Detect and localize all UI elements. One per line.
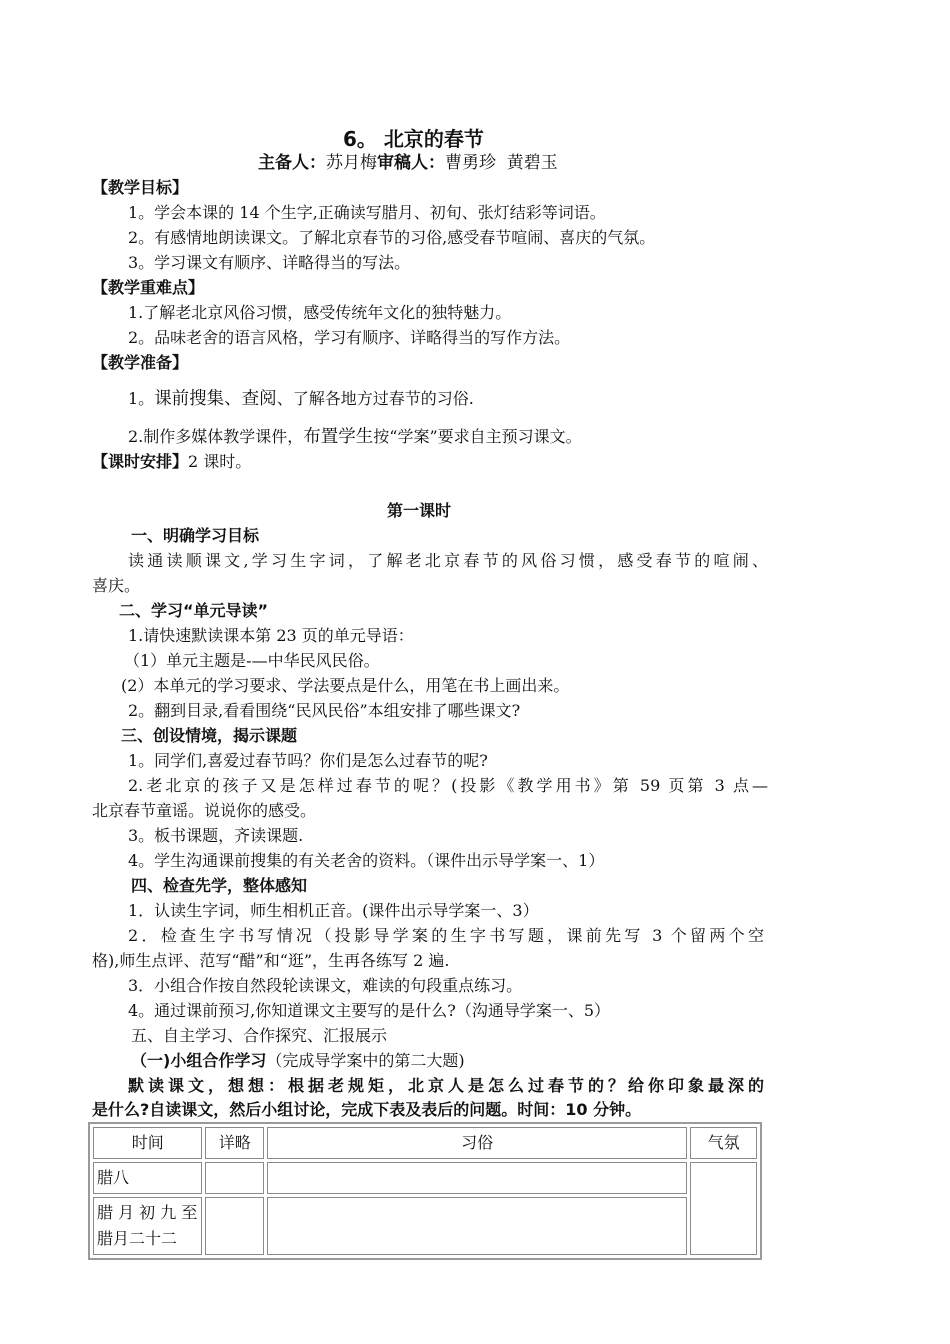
section-heading: 一、明确学习目标 — [131, 526, 260, 545]
preparation-item-emphasis: 布置学生 — [303, 427, 374, 447]
preparation-item — [128, 427, 582, 447]
customs-table — [88, 1122, 762, 1260]
table-header-row — [93, 1127, 757, 1159]
column-header-time: 时间 — [93, 1127, 202, 1159]
preparation-item-text: 2.制作多媒体教学课件， — [128, 427, 304, 446]
list-item: 2.老北京的孩子又是怎样过春节的呢？(投影《教学用书》第 59 页第 3 点— — [128, 776, 768, 795]
preparation-item-emphasis: 课前搜集、查阅 — [154, 389, 277, 409]
task-line: 是什么?自读课文，然后小组讨论，完成下表及表后的问题。时间：10 分钟。 — [92, 1100, 642, 1119]
list-item: 2．检查生字书写情况（投影导学案的生字书写题，课前先写 3 个留两个空 — [128, 926, 764, 945]
reviewer-names: 曹勇珍 黄碧玉 — [445, 153, 558, 173]
table-cell-time: 腊八 — [93, 1162, 202, 1194]
goals-heading: 【教学目标】 — [92, 178, 189, 197]
table-cell-customs — [267, 1162, 687, 1194]
preparer-label: 主备人： — [258, 153, 326, 173]
table-cell-detail — [205, 1162, 264, 1194]
table-cell-text: 腊月二十二 — [97, 1229, 178, 1248]
list-item: 1.请快速默读课本第 23 页的单元导语： — [128, 626, 414, 645]
preparation-item — [128, 389, 474, 409]
schedule-value: 2 课时。 — [188, 452, 252, 471]
column-header-detail: 详略 — [205, 1127, 264, 1159]
preparation-item-number: 1。 — [128, 389, 155, 408]
section-heading: 五、自主学习、合作探究、汇报展示 — [131, 1026, 388, 1045]
goal-item: 3。学习课文有顺序、详略得当的写法。 — [128, 253, 411, 272]
schedule-line — [92, 452, 251, 472]
authors-line — [258, 153, 558, 173]
lesson-heading: 第一课时 — [387, 501, 452, 520]
column-header-customs: 习俗 — [267, 1127, 687, 1159]
paragraph-line: 读通读顺课文,学习生字词，了解老北京春节的风俗习惯，感受春节的喧闹、 — [128, 551, 768, 570]
list-item: 4。学生沟通课前搜集的有关老舍的资料。（课件出示导学案一、1） — [128, 851, 605, 870]
preparation-item-text: 、了解各地方过春节的习俗. — [276, 389, 474, 408]
table-row — [93, 1197, 757, 1255]
table-cell-detail — [205, 1197, 264, 1255]
subsection-heading — [131, 1051, 465, 1071]
list-item: 3．小组合作按自然段轮读课文，难读的句段重点练习。 — [128, 976, 523, 995]
table-cell-text: 腊 月 初 九 至 — [97, 1203, 198, 1222]
table-cell-atmosphere — [690, 1162, 757, 1255]
list-item: 1．认读生字词，师生相机正音。(课件出示导学案一、3） — [128, 901, 539, 920]
subsection-title: （一)小组合作学习 — [131, 1051, 267, 1070]
list-item: (2）本单元的学习要求、学法要点是什么，用笔在书上画出来。 — [121, 676, 570, 695]
list-item: 4。通过课前预习,你知道课文主要写的是什么?（沟通导学案一、5） — [128, 1001, 611, 1020]
table-cell-time — [93, 1197, 202, 1255]
key-point-item: 1.了解老北京风俗习惯，感受传统年文化的独特魅力。 — [128, 303, 512, 322]
list-item: 1。同学们,喜爱过春节吗？你们是怎么过春节的呢? — [128, 751, 488, 770]
table-row — [93, 1162, 757, 1194]
goal-item: 2。有感情地朗读课文。了解北京春节的习俗,感受春节喧闹、喜庆的气氛。 — [128, 228, 656, 247]
preparer-name: 苏月梅 — [326, 153, 377, 173]
list-item: （1）单元主题是-—中华民风民俗。 — [124, 651, 380, 670]
list-item-continued: 格),师生点评、范写“醋”和“逛”，生再各练写 2 遍. — [92, 951, 450, 970]
paragraph-line: 喜庆。 — [92, 576, 141, 595]
preparation-item-text: 按“学案”要求自主预习课文。 — [373, 427, 582, 446]
subsection-note: （完成导学案中的第二大题) — [266, 1051, 465, 1070]
column-header-atmosphere: 气氛 — [690, 1127, 757, 1159]
section-heading: 三、创设情境，揭示课题 — [121, 726, 298, 745]
key-point-item: 2。品味老舍的语言风格，学习有顺序、详略得当的写作方法。 — [128, 328, 571, 347]
list-item-continued: 北京春节童谣。说说你的感受。 — [92, 801, 317, 820]
reviewer-label: 审稿人： — [377, 153, 445, 173]
task-line: 默读课文，想想：根据老规矩，北京人是怎么过春节的？给你印象最深的 — [128, 1076, 764, 1095]
preparation-heading: 【教学准备】 — [92, 353, 189, 372]
schedule-heading: 【课时安排】 — [92, 452, 189, 471]
list-item: 2。翻到目录,看看围绕“民风民俗”本组安排了哪些课文? — [128, 701, 521, 720]
page-title: 6。 北京的春节 — [343, 127, 484, 151]
section-heading: 二、学习“单元导读” — [119, 601, 269, 620]
list-item: 3。板书课题，齐读课题. — [128, 826, 304, 845]
goal-item: 1。学会本课的 14 个生字,正确读写腊月、初旬、张灯结彩等词语。 — [128, 203, 606, 222]
key-points-heading: 【教学重难点】 — [92, 278, 205, 297]
section-heading: 四、检查先学，整体感知 — [131, 876, 308, 895]
table-cell-customs — [267, 1197, 687, 1255]
